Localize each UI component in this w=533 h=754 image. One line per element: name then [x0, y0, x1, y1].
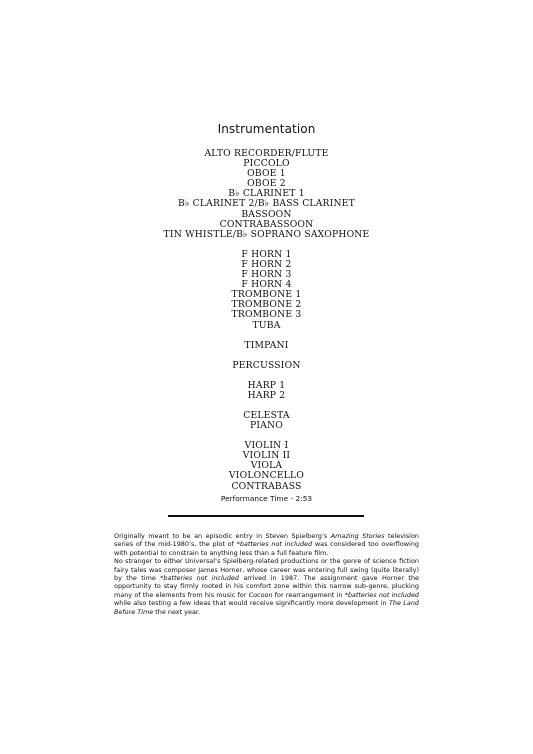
notes-text: the next year.	[153, 607, 200, 616]
instrument-line: F HORN 2	[241, 258, 292, 270]
instrument-line: CONTRABASS	[231, 480, 302, 492]
instrument-line: HARP 1	[247, 379, 286, 391]
instrument-line: TUBA	[252, 319, 281, 331]
divider-rule	[168, 515, 364, 517]
notes-text: Originally meant to be an episodic entry in Steven Spielberg’s	[114, 532, 331, 540]
notes-paragraph-1	[114, 532, 419, 557]
instrument-line: CELESTA	[243, 409, 290, 421]
instrument-line: F HORN 3	[241, 269, 292, 281]
notes-text: was considered too overflowing with potential to constrain to anything less than a full feature film.	[114, 540, 419, 557]
program-notes	[114, 532, 419, 616]
notes-title-italic: *batteries not included	[160, 574, 239, 583]
instrument-line: ALTO RECORDER/FLUTE	[204, 148, 329, 159]
instrument-line: TIMPANI	[244, 339, 289, 351]
notes-title-italic: Cocoon	[248, 590, 273, 599]
instrument-line: OBOE 2	[247, 178, 286, 190]
instrument-line: TROMBONE 3	[231, 309, 302, 321]
performance-time: Performance Time - 2:53	[220, 494, 313, 503]
instrument-line: VIOLONCELLO	[228, 470, 305, 482]
instrument-line: VIOLIN II	[242, 450, 291, 462]
instrument-line: VIOLA	[250, 460, 283, 472]
instrument-line: B♭ CLARINET 2/B♭ BASS CLARINET	[178, 198, 355, 210]
instrument-line: F HORN 1	[241, 248, 292, 260]
instrument-line: OBOE 1	[247, 168, 286, 180]
notes-text: No stranger to either Universal’s Spielberg-related productions or the genre of science fiction fairy tales was composer James Horner, whose career was entering full swing (quite literally) by the time	[114, 557, 419, 583]
instrument-line: TROMBONE 1	[231, 289, 302, 301]
instrument-line: CONTRABASSOON	[219, 218, 314, 230]
instrument-list	[0, 149, 533, 492]
notes-text: arrived in 1987. The assignment gave Horner the opportunity to stay firmly rooted in his comfort zone within this narrow sub-genre, plucking many of the elements from his music for	[114, 574, 419, 599]
instrument-line: VIOLIN I	[244, 440, 289, 452]
instrument-line: HARP 2	[247, 389, 286, 401]
notes-title-italic: *batteries not included	[236, 540, 313, 549]
instrument-line: TIN WHISTLE/B♭ SOPRANO SAXOPHONE	[163, 228, 370, 240]
instrument-line: B♭ CLARINET 1	[228, 188, 305, 200]
instrumentation-heading: Instrumentation	[217, 122, 316, 136]
notes-title-italic: *batteries not included	[344, 590, 419, 599]
notes-text: television series of the mid-1980’s, the plot of	[114, 532, 419, 549]
notes-text: for rearrangement in	[272, 590, 345, 599]
notes-title-italic: Amazing Stories	[330, 532, 385, 540]
instrument-line: TROMBONE 2	[231, 299, 302, 311]
instrument-line: BASSOON	[241, 208, 292, 220]
notes-paragraph-2	[114, 557, 419, 616]
instrument-line: PERCUSSION	[232, 359, 301, 371]
instrument-line: PICCOLO	[243, 158, 290, 170]
instrument-line: PIANO	[249, 420, 284, 432]
notes-text: while also testing a few ideas that would receive significantly more development in	[114, 599, 389, 608]
instrument-line: F HORN 4	[241, 279, 292, 291]
notes-title-italic: The Land Before Time	[114, 599, 419, 616]
